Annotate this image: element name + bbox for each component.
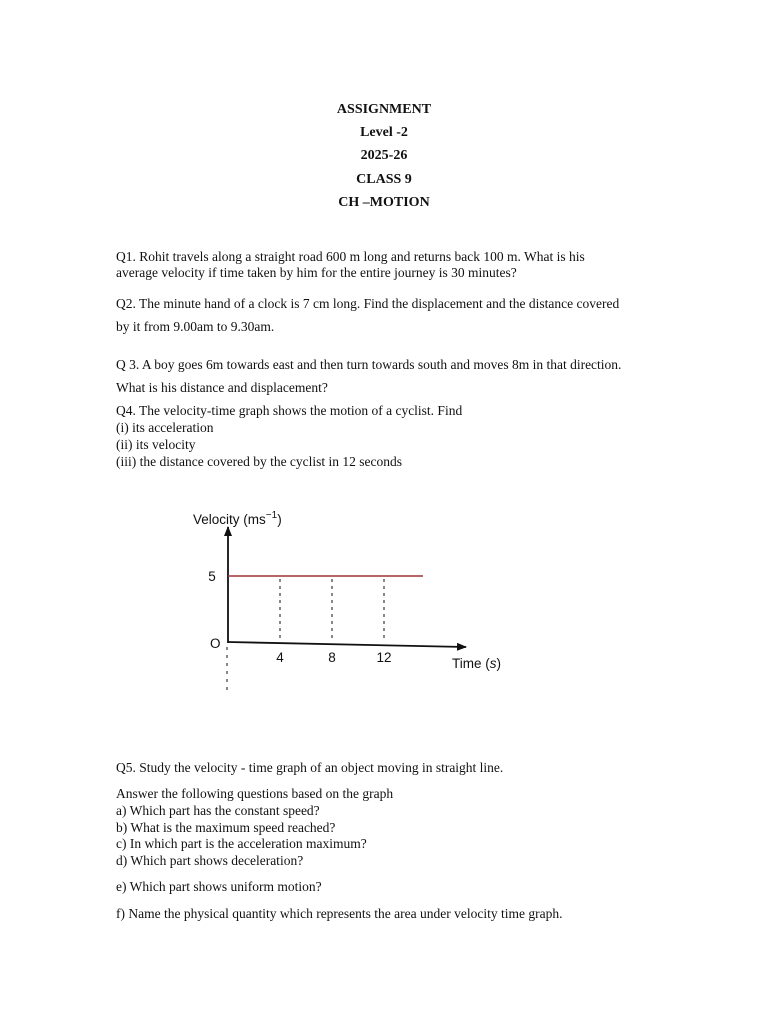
q5-part-a: a) Which part has the constant speed? bbox=[116, 803, 320, 818]
q5-part-c: c) In which part is the acceleration maximum? bbox=[116, 836, 367, 851]
q5-part-f: f) Name the physical quantity which represents the area under velocity time graph. bbox=[116, 906, 563, 921]
origin-label: O bbox=[210, 636, 221, 651]
q3-line-1: Q 3. A boy goes 6m towards east and then turn towards south and moves 8m in that direction. bbox=[116, 357, 622, 372]
q4-part-ii: (ii) its velocity bbox=[116, 437, 196, 452]
q4-part-iii: (iii) the distance covered by the cyclist in 12 seconds bbox=[116, 454, 403, 469]
q5-part-e: e) Which part shows uniform motion? bbox=[116, 879, 322, 894]
assignment-title: ASSIGNMENT bbox=[336, 102, 432, 117]
q5-part-b: b) What is the maximum speed reached? bbox=[116, 820, 336, 835]
x-tick-label-4: 4 bbox=[276, 650, 284, 665]
y-axis-label: Velocity $(ms^{-1})$ bbox=[193, 510, 282, 527]
q5-line-2: Answer the following questions based on the graph bbox=[116, 786, 394, 801]
q3-line-2: What is his distance and displacement? bbox=[116, 380, 328, 395]
x-axis bbox=[228, 642, 466, 647]
level-label: Level -2 bbox=[360, 125, 408, 141]
assignment-header bbox=[0, 100, 768, 216]
x-tick-label-8: 8 bbox=[328, 650, 336, 665]
q2-line-2: by it from 9.00am to 9.30am. bbox=[116, 319, 275, 334]
q1-line-2: average velocity if time taken by him for the entire journey is 30 minutes? bbox=[116, 265, 517, 280]
class-label: CLASS 9 bbox=[356, 171, 412, 187]
q1-line-1: Q1. Rohit travels along a straight road 600 m long and returns back 100 m. What is his bbox=[116, 249, 585, 264]
q5-line-1: Q5. Study the velocity - time graph of an object moving in straight line. bbox=[116, 760, 504, 775]
y-tick-label-5: 5 bbox=[208, 569, 216, 584]
velocity-time-graph bbox=[180, 500, 540, 710]
chapter-label: CH –MOTION bbox=[338, 194, 430, 210]
q4-line-1: Q4. The velocity-time graph shows the motion of a cyclist. Find bbox=[116, 403, 463, 418]
velocity-time-graph-svg bbox=[180, 500, 540, 710]
q4-part-i: (i) its acceleration bbox=[116, 420, 214, 435]
q2-line-1: Q2. The minute hand of a clock is 7 cm long. Find the displacement and the distance covered bbox=[116, 296, 620, 311]
q5-part-d: d) Which part shows deceleration? bbox=[116, 853, 304, 868]
x-axis-label: Time (s) bbox=[452, 656, 501, 671]
session-year: 2025-26 bbox=[360, 148, 408, 164]
x-tick-label-12: 12 bbox=[376, 650, 392, 665]
